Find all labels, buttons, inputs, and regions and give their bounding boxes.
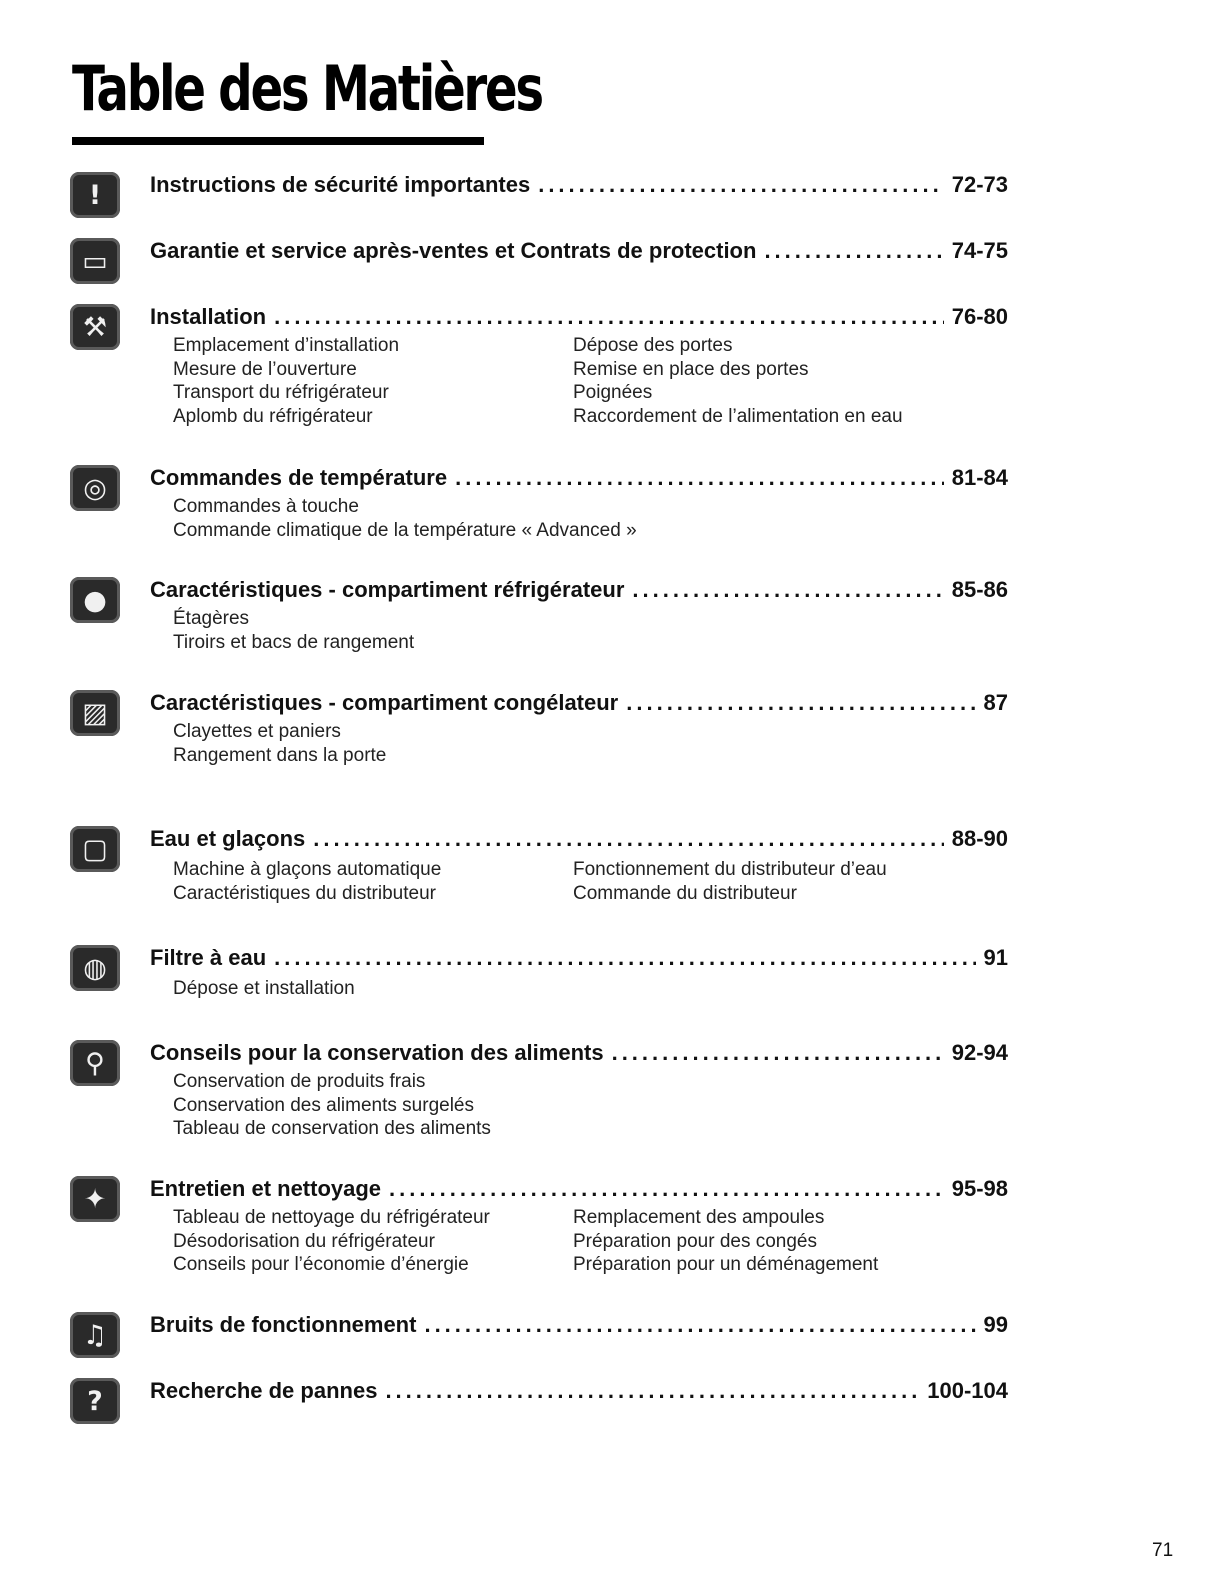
toc-entry-heading[interactable] <box>150 304 1008 330</box>
dot-leader <box>274 304 944 330</box>
dot-leader <box>455 465 944 491</box>
toc-entry-title: Bruits de fonctionnement <box>150 1312 417 1337</box>
dot-leader <box>424 1312 975 1338</box>
toc-entry-heading[interactable] <box>150 826 1008 852</box>
freezer-icon: ▨ <box>70 690 120 736</box>
dot-leader <box>313 826 943 852</box>
subtopic-item: Raccordement de l’alimentation en eau <box>573 405 903 427</box>
subtopic-item: Étagères <box>173 608 250 629</box>
toc-entry-title: Instructions de sécurité importantes <box>150 172 531 197</box>
dial-icon: ◎ <box>70 465 120 511</box>
subtopic-column-left <box>173 1070 573 1141</box>
toc-entry-heading[interactable] <box>150 1312 1008 1338</box>
dot-leader <box>385 1378 919 1404</box>
magnifier-icon: ⚲ <box>70 1040 120 1086</box>
subtopic-item: Commandes à touche <box>173 496 359 517</box>
subtopic-item: Rangement dans la porte <box>173 744 387 766</box>
subtopic-column-left <box>173 607 573 654</box>
dot-leader <box>612 1040 944 1066</box>
toc-entry-title: Garantie et service après-ventes et Contrats de protection <box>150 238 757 263</box>
toc-entry-pages: 72-73 <box>951 172 1008 197</box>
subtopic-column-right <box>573 720 973 767</box>
toolbox-icon: ▭ <box>70 238 120 284</box>
toc-entry-title: Conseils pour la conservation des aliments <box>150 1040 604 1065</box>
toc-entry-pages: 87 <box>983 690 1008 715</box>
subtopic-item: Emplacement d’installation <box>173 335 400 356</box>
water-filter-icon: ◍ <box>70 945 120 991</box>
subtopic-item: Préparation pour un déménagement <box>573 1254 879 1275</box>
toc-subtopics <box>173 977 973 1001</box>
subtopic-column-right <box>573 607 973 654</box>
subtopic-item: Caractéristiques du distributeur <box>173 882 436 904</box>
produce-icon: ● <box>70 577 120 623</box>
subtopic-column-left <box>173 977 573 1001</box>
toc-entry-pages: 88-90 <box>951 826 1008 851</box>
toc-entry-title: Filtre à eau <box>150 945 267 970</box>
subtopic-item: Conservation de produits frais <box>173 1071 426 1092</box>
subtopic-item: Remise en place des portes <box>573 358 809 380</box>
dot-leader <box>626 690 975 716</box>
subtopic-column-right <box>573 977 973 1001</box>
subtopic-column-right <box>573 334 973 428</box>
toc-entry-heading[interactable] <box>150 172 1008 198</box>
toc-entry-pages: 100-104 <box>927 1378 1008 1403</box>
toc-entry-title: Caractéristiques - compartiment congélateur <box>150 690 619 715</box>
subtopic-item: Tableau de conservation des aliments <box>173 1118 491 1139</box>
subtopic-item: Dépose des portes <box>573 335 733 356</box>
subtopic-column-left <box>173 858 573 905</box>
subtopic-item: Conservation des aliments surgelés <box>173 1094 474 1116</box>
toc-subtopics <box>173 720 973 767</box>
toc-entry-heading[interactable] <box>150 238 1008 264</box>
toc-entry-heading[interactable] <box>150 1176 1008 1202</box>
subtopic-item: Dépose et installation <box>173 978 355 999</box>
page-number: 71 <box>1152 1540 1174 1561</box>
subtopic-column-right <box>573 858 973 905</box>
subtopic-column-left <box>173 334 573 428</box>
dot-leader <box>764 238 943 264</box>
subtopic-item: Désodorisation du réfrigérateur <box>173 1230 435 1252</box>
toc-subtopics <box>173 334 973 428</box>
subtopic-column-right <box>573 1206 973 1277</box>
subtopic-item: Remplacement des ampoules <box>573 1207 825 1228</box>
toc-entry-pages: 95-98 <box>951 1176 1008 1201</box>
ice-bin-icon: ▢ <box>70 826 120 872</box>
cleaning-icon: ✦ <box>70 1176 120 1222</box>
subtopic-column-left <box>173 1206 573 1277</box>
dot-leader <box>538 172 944 198</box>
toc-entry-title: Caractéristiques - compartiment réfrigérateur <box>150 577 625 602</box>
subtopic-column-left <box>173 720 573 767</box>
toc-subtopics <box>173 495 973 542</box>
subtopic-item: Fonctionnement du distributeur d’eau <box>573 859 887 880</box>
ear-icon: ♫ <box>70 1312 120 1358</box>
subtopic-item: Clayettes et paniers <box>173 721 341 742</box>
subtopic-item: Machine à glaçons automatique <box>173 859 442 880</box>
subtopic-item: Tableau de nettoyage du réfrigérateur <box>173 1207 490 1228</box>
subtopic-item: Commande climatique de la température « Advanced » <box>173 519 637 541</box>
dot-leader <box>274 945 975 971</box>
toc-subtopics <box>173 607 973 654</box>
toc-subtopics <box>173 1070 973 1141</box>
toc-entry-title: Eau et glaçons <box>150 826 306 851</box>
toc-entry-title: Installation <box>150 304 267 329</box>
toc-entry-pages: 85-86 <box>951 577 1008 602</box>
toc-entry-heading[interactable] <box>150 945 1008 971</box>
subtopic-item: Conseils pour l’économie d’énergie <box>173 1254 469 1275</box>
toc-entry-heading[interactable] <box>150 690 1008 716</box>
dot-leader <box>389 1176 944 1202</box>
title-underline <box>72 137 484 145</box>
toc-entry-title: Recherche de pannes <box>150 1378 378 1403</box>
subtopic-item: Poignées <box>573 382 653 403</box>
subtopic-item: Tiroirs et bacs de rangement <box>173 631 415 653</box>
toc-entry-heading[interactable] <box>150 1040 1008 1066</box>
toc-entry-pages: 99 <box>983 1312 1008 1337</box>
subtopic-item: Commande du distributeur <box>573 882 797 904</box>
subtopic-item: Aplomb du réfrigérateur <box>173 405 373 427</box>
dot-leader <box>632 577 943 603</box>
toc-entry-heading[interactable] <box>150 1378 1008 1404</box>
toc-entry-heading[interactable] <box>150 577 1008 603</box>
toc-entry-pages: 91 <box>983 945 1008 970</box>
toc-entry-pages: 74-75 <box>951 238 1008 263</box>
toc-entry-pages: 76-80 <box>951 304 1008 329</box>
toc-subtopics <box>173 1206 973 1277</box>
subtopic-column-left <box>173 495 637 542</box>
page-title: Table des Matières <box>72 52 542 125</box>
hammer-icon: ⚒ <box>70 304 120 350</box>
subtopic-column-right <box>578 495 973 542</box>
warning-icon: ! <box>70 172 120 218</box>
toc-entry-pages: 81-84 <box>951 465 1008 490</box>
toc-subtopics <box>173 858 973 905</box>
question-icon: ? <box>70 1378 120 1424</box>
subtopic-column-right <box>573 1070 973 1141</box>
toc-entry-pages: 92-94 <box>951 1040 1008 1065</box>
toc-entry-heading[interactable] <box>150 465 1008 491</box>
subtopic-item: Préparation pour des congés <box>573 1230 817 1252</box>
subtopic-item: Mesure de l’ouverture <box>173 358 357 380</box>
toc-entry-title: Commandes de température <box>150 465 448 490</box>
subtopic-item: Transport du réfrigérateur <box>173 382 389 403</box>
toc-entry-title: Entretien et nettoyage <box>150 1176 382 1201</box>
